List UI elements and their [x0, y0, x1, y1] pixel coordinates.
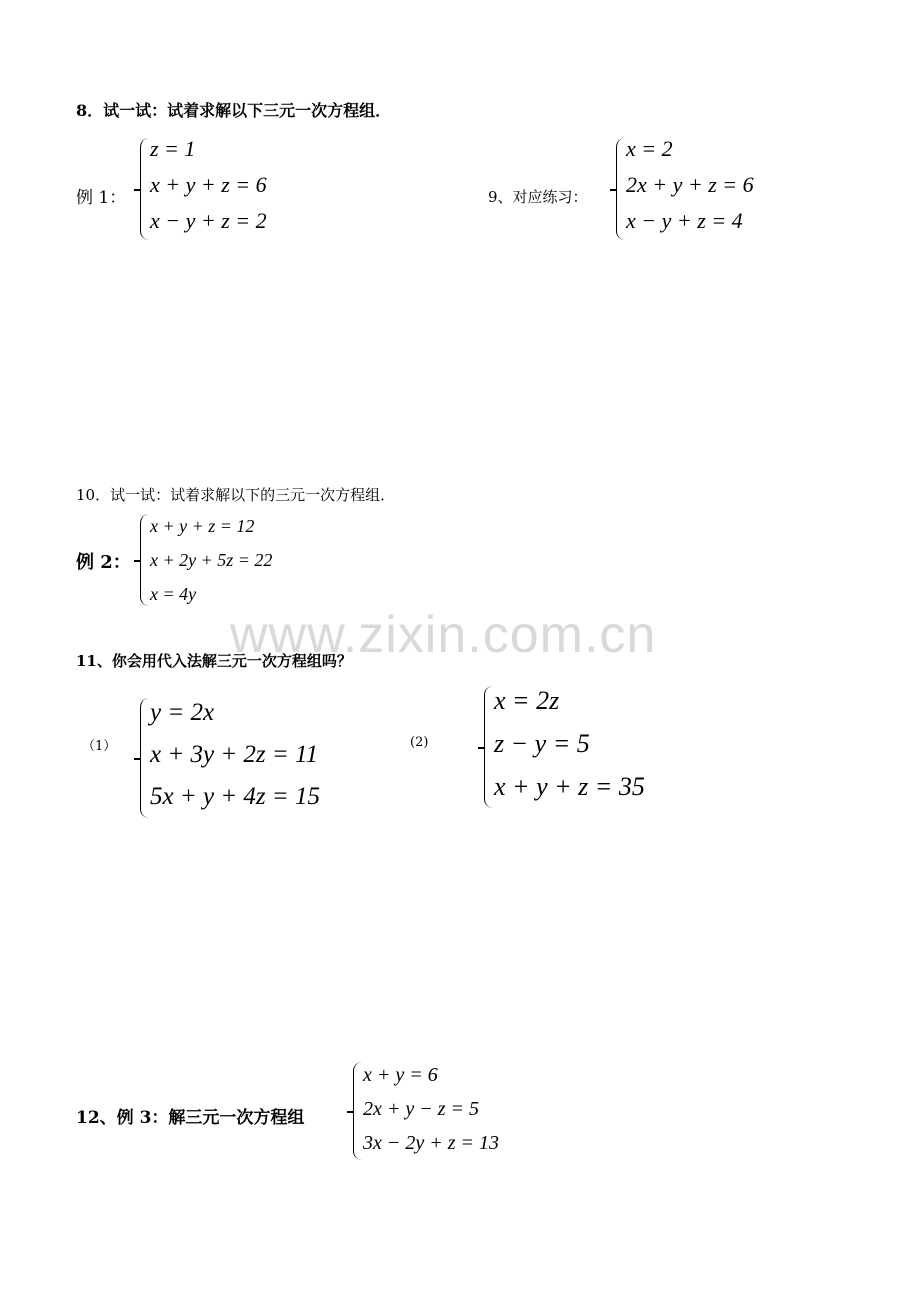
equation: 2x + y + z = 6	[626, 172, 754, 197]
brace-icon	[140, 514, 149, 606]
equation: x − y + z = 4	[626, 208, 743, 233]
equation: x − y + z = 2	[150, 208, 267, 233]
q11-heading: 11、你会用代入法解三元一次方程组吗？	[76, 652, 352, 670]
brace-icon	[616, 138, 625, 240]
q12-heading: 12、例 3：解三元一次方程组	[76, 1108, 305, 1128]
brace-icon	[140, 698, 149, 818]
equation: x = 2z	[494, 686, 560, 715]
equation: y = 2x	[150, 699, 215, 726]
equation: z − y = 5	[494, 729, 590, 758]
brace-icon	[353, 1062, 362, 1160]
equation: x + y = 6	[363, 1064, 438, 1086]
equation: x + 2y + 5z = 22	[150, 550, 273, 570]
brace-icon	[140, 138, 149, 240]
equation: x = 2	[626, 136, 673, 161]
equation: 2x + y − z = 5	[363, 1098, 480, 1120]
example2-label: 例 2：	[76, 552, 131, 573]
equation: 5x + y + 4z = 15	[150, 783, 321, 810]
equation: x + y + z = 6	[150, 172, 267, 197]
equation: 3x − 2y + z = 13	[363, 1132, 500, 1154]
equation: z = 1	[150, 136, 196, 161]
watermark: www.zixin.com.cn	[230, 606, 657, 664]
equation: x + y + z = 12	[150, 516, 255, 536]
example1-label: 例 1：	[76, 188, 127, 208]
brace-icon	[484, 686, 493, 808]
q8-heading: 8．试一试：试着求解以下三元一次方程组．	[76, 101, 392, 120]
part2-label: (2)	[410, 735, 429, 750]
equation: x = 4y	[150, 584, 197, 604]
q10-heading: 10．试一试：试着求解以下的三元一次方程组．	[76, 486, 396, 504]
equation: x + 3y + 2z = 11	[150, 741, 319, 768]
equation: x + y + z = 35	[494, 772, 645, 801]
practice9-label: 9、对应练习：	[488, 188, 588, 206]
part1-label: （1）	[82, 739, 117, 754]
